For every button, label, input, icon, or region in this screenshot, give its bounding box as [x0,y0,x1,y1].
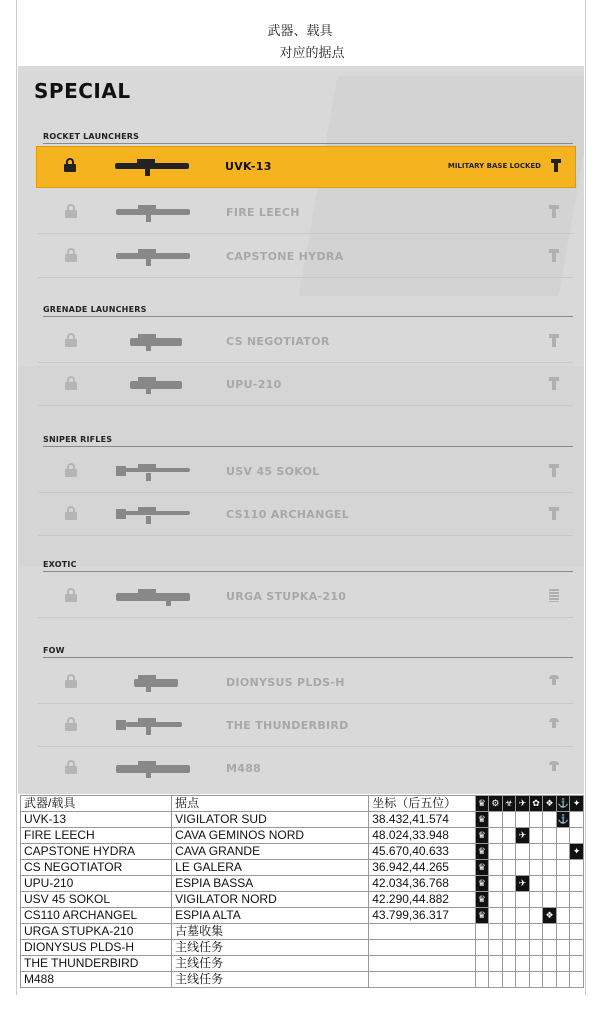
military-base-icon [549,249,559,262]
header-line-1: 武器、载具 [267,24,333,39]
cell-coords: 48.024,33.948 [369,828,475,844]
crown-icon: ♛ [475,796,489,812]
weapon-name: USV 45 SOKOL [226,465,320,478]
gear-icon: ⚙ [489,796,503,812]
icon-cell [556,876,570,892]
weapon-name: UPU-210 [226,378,282,391]
icon-cell [529,956,543,972]
cell-weapon: CS NEGOTIATOR [21,860,172,876]
lock-icon [65,376,77,389]
icon-cell [529,876,543,892]
icon-cell [516,908,530,924]
cell-weapon: UPU-210 [21,876,172,892]
category-rocket-launchers: ROCKET LAUNCHERS [43,132,140,141]
cell-base: CAVA GEMINOS NORD [172,828,369,844]
icon-cell [556,940,570,956]
weapon-name: CAPSTONE HYDRA [226,250,344,263]
faction-icon: ✈ [516,828,530,844]
icon-cell [570,860,584,876]
cell-coords [369,956,475,972]
faction-icon: ❖ [543,908,557,924]
icon-cell [489,908,503,924]
cell-weapon: URGA STUPKA-210 [21,924,172,940]
icon-cell [502,844,516,860]
weapon-row-the-thunderbird[interactable] [38,706,573,747]
table-row [21,940,584,956]
table-row [21,844,584,860]
cell-weapon: DIONYSUS PLDS-H [21,940,172,956]
header-base: 据点 [172,796,369,812]
anchor-icon: ⚓ [556,796,570,812]
icon-cell [543,844,557,860]
cell-base: VIGILATOR NORD [172,892,369,908]
cell-weapon: UVK-13 [21,812,172,828]
cell-base: 主线任务 [172,972,369,988]
cell-base: 主线任务 [172,940,369,956]
icon-cell [556,908,570,924]
faction-icon: ✦ [570,844,584,860]
weapon-row-dionysus-plds-h[interactable] [38,663,573,704]
crown-icon: ♛ [475,876,489,892]
icon-cell [556,924,570,940]
icon-cell [489,956,503,972]
icon-cell [489,812,503,828]
weapon-row-urga-stupka-210[interactable] [38,577,573,618]
table-row [21,972,584,988]
cell-base: VIGILATOR SUD [172,812,369,828]
icon-cell [543,812,557,828]
star-icon: ✦ [570,796,584,812]
weapon-row-uvk-13[interactable] [36,146,576,188]
weapons-table [20,795,584,988]
category-exotic: EXOTIC [43,560,77,569]
cell-coords: 36.942,44.265 [369,860,475,876]
cell-weapon: THE THUNDERBIRD [21,956,172,972]
icon-cell [529,860,543,876]
icon-cell [556,844,570,860]
sniper-rifle-icon [116,464,196,480]
icon-cell [502,924,516,940]
icon-cell [502,940,516,956]
lock-icon [65,588,77,601]
icon-cell [556,972,570,988]
icon-cell [489,972,503,988]
icon-cell [570,892,584,908]
table-row [21,956,584,972]
weapon-row-capstone-hydra[interactable] [38,237,573,278]
icon-cell [502,812,516,828]
military-base-icon [549,334,559,347]
icon-cell [556,956,570,972]
table-row [21,812,584,828]
icon-cell [543,860,557,876]
weapon-row-cs110-archangel[interactable] [38,495,573,536]
icon-cell [516,892,530,908]
crown-icon: ♛ [475,908,489,924]
icon-cell [516,924,530,940]
cell-base: LE GALERA [172,860,369,876]
cell-base: ESPIA BASSA [172,876,369,892]
table-row [21,924,584,940]
weapon-name: URGA STUPKA-210 [226,590,347,603]
rocket-launcher-icon [116,249,196,265]
table-row [21,908,584,924]
icon-cell [516,844,530,860]
header-line-2: 对应的据点 [279,46,345,61]
icon-cell [529,844,543,860]
military-base-icon [549,507,559,520]
icon-cell [475,956,489,972]
cell-weapon: USV 45 SOKOL [21,892,172,908]
weapon-name: CS NEGOTIATOR [226,335,330,348]
lock-icon [65,463,77,476]
lock-icon [65,204,77,217]
military-base-icon [549,377,559,390]
icon-cell [570,812,584,828]
icon-cell [489,924,503,940]
rocket-launcher-icon [115,159,195,175]
weapon-name: CS110 ARCHANGEL [226,508,350,521]
cell-coords: 42.034,36.768 [369,876,475,892]
lock-icon [64,158,76,171]
flower-icon: ✿ [529,796,543,812]
icon-cell [556,828,570,844]
diamond-icon: ❖ [543,796,557,812]
category-fow: FOW [43,646,65,655]
grenade-launcher-icon [116,377,196,393]
table-row [21,828,584,844]
cell-weapon: CAPSTONE HYDRA [21,844,172,860]
icon-cell [570,924,584,940]
icon-cell [570,908,584,924]
lock-icon [65,760,77,773]
cell-coords [369,924,475,940]
weapon-name: DIONYSUS PLDS-H [226,676,345,689]
cell-coords: 38.432,41.574 [369,812,475,828]
cell-base: 主线任务 [172,956,369,972]
rocket-launcher-icon [116,205,196,221]
category-grenade-launchers: GRENADE LAUNCHERS [43,305,147,314]
icon-cell [489,892,503,908]
weapon-row-cs-negotiator[interactable] [38,322,573,363]
icon-cell [543,892,557,908]
icon-cell [529,812,543,828]
cell-weapon: M488 [21,972,172,988]
icon-cell [502,892,516,908]
cell-base: CAVA GRANDE [172,844,369,860]
icon-cell [570,828,584,844]
grenade-launcher-icon [116,334,196,350]
icon-cell [543,940,557,956]
icon-cell [489,844,503,860]
icon-cell [529,828,543,844]
cell-coords: 42.290,44.882 [369,892,475,908]
icon-cell [516,940,530,956]
plane-icon: ✈ [516,796,530,812]
icon-cell [502,860,516,876]
lock-icon [65,717,77,730]
icon-cell [529,892,543,908]
icon-cell [475,940,489,956]
icon-cell [502,876,516,892]
tomb-icon [549,589,559,602]
bull-icon [549,761,559,774]
icon-cell [543,876,557,892]
bull-icon [549,718,559,731]
icon-cell [570,956,584,972]
military-base-icon [549,464,559,477]
icon-cell [570,876,584,892]
icon-cell [529,972,543,988]
weapon-row-m488[interactable] [38,749,573,789]
rifle-icon [116,718,196,734]
cell-coords: 43.799,36.317 [369,908,475,924]
status-text: MILITARY BASE LOCKED [447,162,541,170]
special-weapons-panel [18,66,584,794]
cell-coords [369,940,475,956]
crown-icon: ♛ [475,828,489,844]
icon-cell [489,860,503,876]
table-header-row [21,796,584,812]
icon-cell [489,940,503,956]
rifle-icon [116,675,196,691]
icon-cell [556,892,570,908]
crown-icon: ♛ [475,892,489,908]
cell-weapon: FIRE LEECH [21,828,172,844]
icon-cell [543,972,557,988]
icon-cell [502,956,516,972]
weapon-name: M488 [226,762,262,775]
lock-icon [65,674,77,687]
icon-cell [502,972,516,988]
category-sniper-rifles: SNIPER RIFLES [43,435,113,444]
icon-cell [489,828,503,844]
icon-cell [516,972,530,988]
bull-icon [549,675,559,688]
weapon-name: THE THUNDERBIRD [226,719,349,732]
crown-icon: ♛ [475,844,489,860]
panel-title: SPECIAL [34,79,131,103]
icon-cell [556,860,570,876]
lock-icon [65,506,77,519]
icon-cell [516,860,530,876]
table-row [21,892,584,908]
header-coords: 坐标（后五位） [369,796,475,812]
icon-cell [502,908,516,924]
table-row [21,860,584,876]
crown-icon: ♛ [475,812,489,828]
icon-cell [570,972,584,988]
icon-cell [529,924,543,940]
cell-coords: 45.670,40.633 [369,844,475,860]
weapon-name: FIRE LEECH [226,206,300,219]
icon-cell [543,828,557,844]
icon-cell [529,908,543,924]
cell-base: ESPIA ALTA [172,908,369,924]
header-weapon: 武器/载具 [21,796,172,812]
icon-cell [516,812,530,828]
cell-coords [369,972,475,988]
weapon-row-usv-45-sokol[interactable] [38,452,573,493]
icon-cell [543,956,557,972]
weapon-row-upu-210[interactable] [38,365,573,406]
table-row [21,876,584,892]
military-base-icon [551,159,561,172]
faction-icon: ⚓ [556,812,570,828]
biohazard-icon: ☣ [502,796,516,812]
icon-cell [502,828,516,844]
icon-cell [489,876,503,892]
weapon-row-fire-leech[interactable] [38,193,573,234]
icon-cell [570,940,584,956]
icon-cell [475,924,489,940]
icon-cell [516,956,530,972]
cell-weapon: CS110 ARCHANGEL [21,908,172,924]
icon-cell [543,924,557,940]
military-base-icon [549,205,559,218]
icon-cell [529,940,543,956]
weapon-name: UVK-13 [225,160,272,173]
icon-cell [475,972,489,988]
lock-icon [65,333,77,346]
faction-icon: ✈ [516,876,530,892]
crown-icon: ♛ [475,860,489,876]
cell-base: 古墓收集 [172,924,369,940]
sniper-rifle-icon [116,507,196,523]
lock-icon [65,248,77,261]
rifle-icon [116,761,196,777]
exotic-weapon-icon [116,589,196,605]
